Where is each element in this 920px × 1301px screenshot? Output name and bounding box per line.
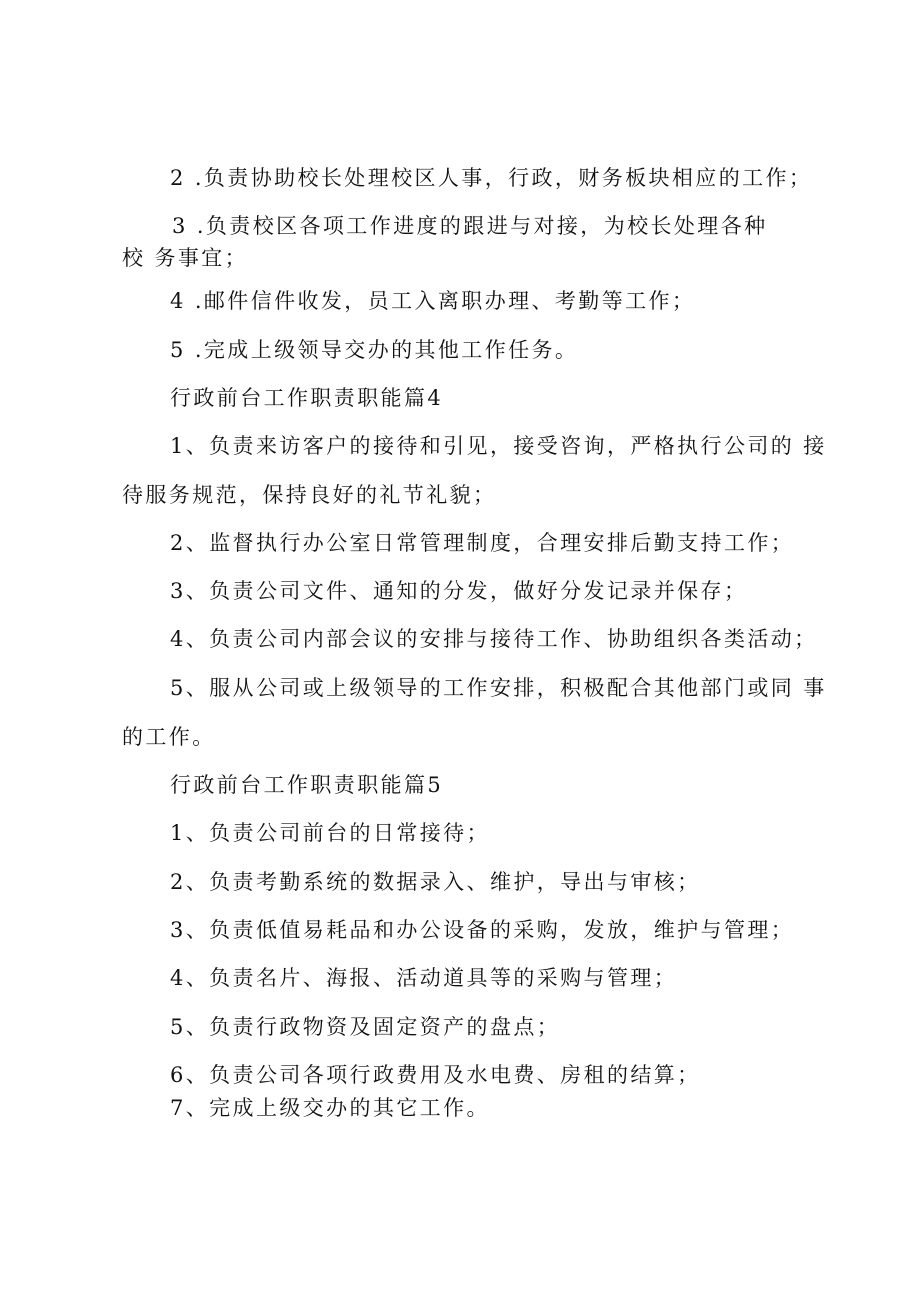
paragraph-line: 3 .负责校区各项工作进度的跟进与对接，为校长处理各种 [172, 214, 768, 238]
section-heading: 行政前台工作职责职能篇4 [170, 386, 444, 410]
paragraph-line: 5、服从公司或上级领导的工作安排，积极配合其他部门或同 事 [170, 676, 827, 700]
paragraph-line: 的工作。 [122, 725, 216, 749]
paragraph-line: 4 .邮件信件收发，员工入离职办理、考勤等工作； [170, 289, 696, 313]
paragraph-line: 4、负责名片、海报、活动道具等的采购与管理； [170, 966, 678, 990]
paragraph-line: 待服务规范，保持良好的礼节礼貌； [122, 483, 497, 507]
paragraph-line: 2、监督执行办公室日常管理制度，合理安排后勤支持工作； [170, 531, 795, 555]
paragraph-line: 4、负责公司内部会议的安排与接待工作、协助组织各类活动； [170, 627, 818, 651]
paragraph-line: 3、负责公司文件、通知的分发，做好分发记录并保存； [170, 579, 748, 603]
paragraph-line: 1、负责公司前台的日常接待； [170, 821, 490, 845]
section-heading: 行政前台工作职责职能篇5 [170, 773, 444, 797]
paragraph-line: 7、完成上级交办的其它工作。 [170, 1096, 490, 1120]
paragraph-line: 6、负责公司各项行政费用及水电费、房租的结算； [170, 1063, 701, 1087]
paragraph-line: 5 .完成上级领导交办的其他工作任务。 [170, 338, 579, 362]
paragraph-line: 5、负责行政物资及固定资产的盘点； [170, 1015, 561, 1039]
paragraph-line: 2 .负责协助校长处理校区人事，行政，财务板块相应的工作； [170, 166, 813, 190]
paragraph-line: 校 务事宜； [122, 246, 249, 270]
paragraph-line: 3、负责低值易耗品和办公设备的采购，发放，维护与管理； [170, 918, 795, 942]
paragraph-line: 2、负责考勤系统的数据录入、维护，导出与审核； [170, 870, 701, 894]
paragraph-line: 1、负责来访客户的接待和引见，接受咨询，严格执行公司的 接 [170, 434, 827, 458]
